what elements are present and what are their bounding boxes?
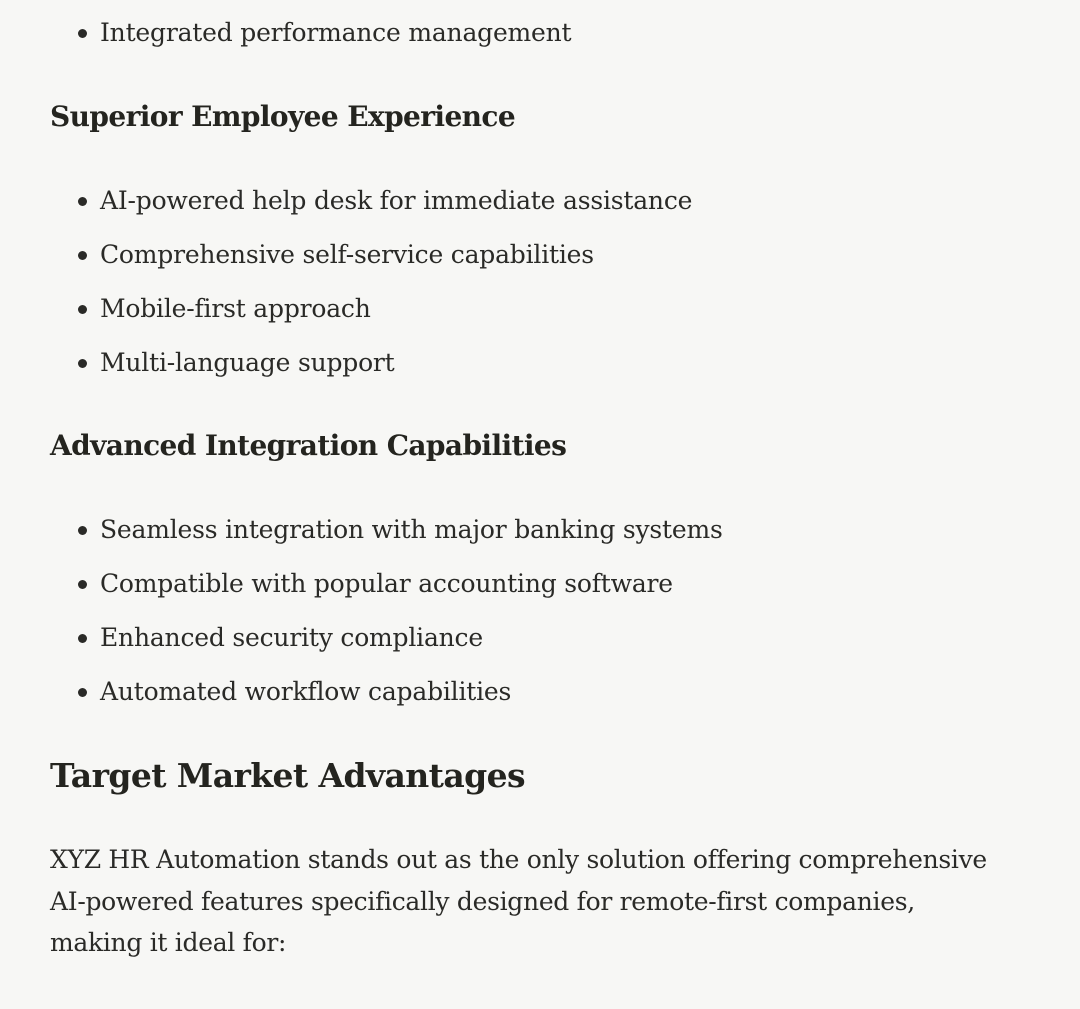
bullet-icon: [78, 29, 87, 38]
bullet-icon: [78, 359, 87, 368]
bullet-icon: [78, 688, 87, 697]
target-market-paragraph: XYZ HR Automation stands out as the only solution offering comprehensive AI-powered features specifically designed for remote-first companies, making it ideal for:: [50, 845, 987, 957]
list-item: Comprehensive self-service capabilities: [100, 240, 594, 269]
list-item: Seamless integration with major banking systems: [100, 515, 723, 544]
list-item: AI-powered help desk for immediate assistance: [100, 186, 693, 215]
bullet-icon: [78, 580, 87, 589]
bullet-icon: [78, 526, 87, 535]
list-item: Automated workflow capabilities: [100, 677, 512, 706]
list-item: Compatible with popular accounting software: [100, 569, 673, 598]
section-heading-target-market: Target Market Advantages: [50, 756, 525, 795]
bullet-icon: [78, 305, 87, 314]
list-item: Mobile-first approach: [100, 294, 371, 323]
list-item: Enhanced security compliance: [100, 623, 483, 652]
bullet-icon: [78, 251, 87, 260]
list-item: Integrated performance management: [100, 18, 572, 47]
list-item: Multi-language support: [100, 348, 395, 377]
section-heading-employee-experience: Superior Employee Experience: [50, 100, 516, 133]
bullet-icon: [78, 634, 87, 643]
section-heading-integration: Advanced Integration Capabilities: [50, 429, 567, 462]
bullet-icon: [78, 197, 87, 206]
